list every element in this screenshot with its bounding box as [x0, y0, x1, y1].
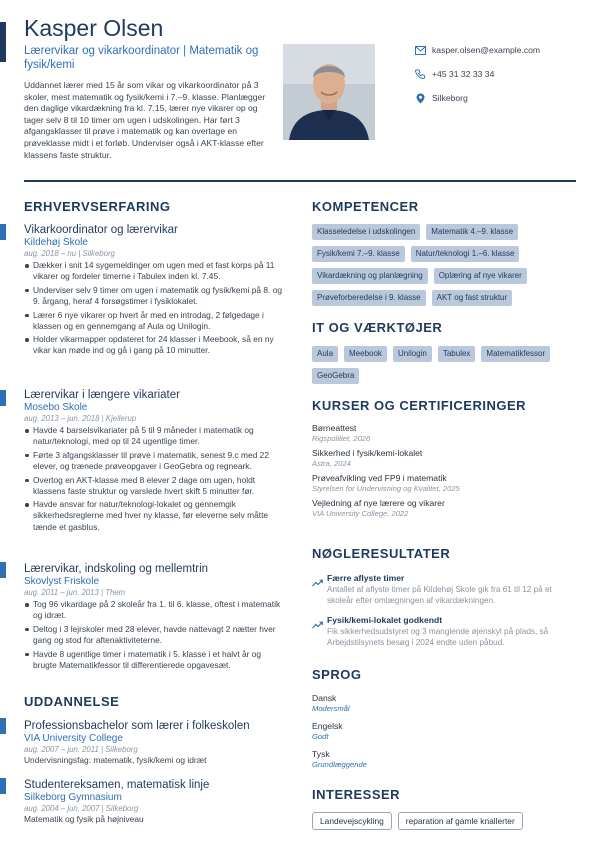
tool-chip: GeoGebra: [312, 368, 359, 384]
degree-title: Professionsbachelor som lærer i folkeskolen: [24, 720, 250, 732]
result-description: Fik sikkerhedsudstyret og 3 manglende øjenskyl på plads, så Arbejdstilsynets besøg i 2024 endte uden påbud.: [327, 627, 549, 647]
tool-chip: Unilogin: [393, 346, 432, 362]
phone-icon: [414, 68, 426, 80]
job-organization: Mosebo Skole: [24, 402, 88, 413]
map-pin-icon: [414, 92, 426, 104]
language-level: Godt: [312, 732, 329, 741]
job-bullet: Holder vikarmapper opdateret for 24 klasser i Meebook, så en ny vikar kan møde ind og gå i gang på 10 minutter.: [24, 334, 284, 356]
job-accent-bar: [0, 562, 6, 578]
trend-up-icon: [312, 573, 323, 606]
skills-list: [312, 224, 576, 312]
job-bullet: Førte 3 afgangsklasser til prøve i matematik, senest 9.c med 22 elever, og trænede prøveopgaver i GeoGebra og regneark.: [24, 450, 284, 472]
phone-text[interactable]: +45 31 32 33 34: [432, 69, 495, 79]
email-text[interactable]: kasper.olsen@example.com: [432, 45, 541, 55]
edu-accent-bar: [0, 718, 6, 734]
tools-list: [312, 346, 576, 390]
section-title-languages: SPROG: [312, 667, 362, 682]
job-title: Vikarkoordinator og lærervikar: [24, 224, 178, 236]
section-title-education: UDDANNELSE: [24, 694, 120, 709]
job-title: Lærervikar i længere vikariater: [24, 389, 180, 401]
tool-chip: Meebook: [344, 346, 387, 362]
school-name: Silkeborg Gymnasium: [24, 792, 122, 803]
job-bullet: Havde 8 ugentlige timer i matematik i 5. klasse i et halvt år og brugte Matematikfessor til differentierede opgavesæt.: [24, 649, 284, 671]
job-bullet: Tog 96 vikardage på 2 skoleår fra 1. til 6. klasse, oftest i matematik og idræt.: [24, 599, 284, 621]
course-meta: Styrelsen for Undervisning og Kvalitet, 2025: [312, 484, 460, 493]
result-title: Færre aflyste timer: [327, 573, 405, 583]
interest-tag: Landevejscykling: [312, 812, 392, 830]
profile-photo: [283, 44, 375, 140]
skill-chip: Natur/teknologi 1.–6. klasse: [411, 246, 520, 262]
tool-chip: Matematikfessor: [481, 346, 550, 362]
contact-email[interactable]: [414, 44, 594, 56]
job-meta: aug. 2013 – jun. 2018 | Kjellerup: [24, 414, 137, 423]
job-bullet: Overtog en AKT-klasse med 8 elever 2 dage om ugen, holdt klassens faste struktur og varslede hvert skift 5 minutter før.: [24, 475, 284, 497]
education-note: Undervisningsfag: matematik, fysik/kemi og idræt: [24, 755, 207, 765]
result-description: Antallet af aflyste timer på Kildehøj Skole gik fra 61 til 12 på et skoleår efter omlægningen af vikardækningen.: [327, 585, 552, 605]
section-title-interests: INTERESSER: [312, 787, 401, 802]
school-name: VIA University College: [24, 733, 123, 744]
header-divider: [24, 180, 576, 182]
experience-item: [24, 223, 284, 359]
education-note: Matematik og fysik på højniveau: [24, 814, 144, 824]
skill-chip: Fysik/kemi 7.–9. klasse: [312, 246, 405, 262]
result-item: [312, 615, 576, 648]
contact-info: [414, 44, 594, 116]
skill-chip: AKT og fast struktur: [432, 290, 513, 306]
result-title: Fysik/kemi-lokalet godkendt: [327, 615, 443, 625]
envelope-icon: [414, 44, 426, 56]
job-bullet: Underviser selv 9 timer om ugen i matematik og fysik/kemi på 8. og 9. årgang, heraf 4 forsøgstimer i fysiklokalet.: [24, 285, 284, 307]
skill-chip: Oplæring af nye vikarer: [434, 268, 527, 284]
contact-location: [414, 92, 594, 104]
interest-tag: reparation af gamle knallerter: [398, 812, 523, 830]
education-meta: aug. 2007 – jun. 2011 | Silkeborg: [24, 745, 138, 754]
job-accent-bar: [0, 224, 6, 240]
job-accent-bar: [0, 390, 6, 406]
section-title-skills: KOMPETENCER: [312, 199, 419, 214]
course-name: Børneattest: [312, 423, 357, 433]
section-title-tools: IT OG VÆRKTØJER: [312, 320, 443, 335]
job-bullet: Havde ansvar for natur/teknologi-lokalet og gennemgik sikkerhedsreglerne med hver ny klasse, før eleverne selv måtte tænde et gasblus.: [24, 499, 284, 532]
job-bullet: Deltog i 3 lejrskoler med 28 elever, havde nattevagt 2 nætter hver gang og stod for aftenaktiviteterne.: [24, 624, 284, 646]
language-level: Modersmål: [312, 704, 350, 713]
trend-up-icon: [312, 615, 323, 648]
headline: Lærervikar og vikarkoordinator | Matematik og fysik/kemi: [24, 45, 259, 71]
skill-chip: Matematik 4.–9. klasse: [426, 224, 518, 240]
skill-chip: Vikardækning og planlægning: [312, 268, 428, 284]
location-text: Silkeborg: [432, 93, 468, 103]
degree-title: Studentereksamen, matematisk linje: [24, 779, 210, 791]
job-title: Lærervikar, indskoling og mellemtrin: [24, 563, 209, 575]
experience-item: [24, 562, 284, 673]
header-accent-bar: [0, 22, 6, 62]
person-name: Kasper Olsen: [24, 15, 164, 41]
course-meta: Astra, 2024: [312, 459, 351, 468]
job-bullet: Lærer 6 nye vikarer op hvert år med en introdag, 2 følgedage i klassen og en gennemgang af Aula og Unilogin.: [24, 310, 284, 332]
job-bullet: Havde 4 barselsvikariater på 5 til 9 måneder i matematik og natur/teknologi, med op til 24 ugentlige timer.: [24, 425, 284, 447]
section-title-results: NØGLERESULTATER: [312, 546, 451, 561]
course-name: Sikkerhed i fysik/kemi-lokalet: [312, 448, 423, 458]
education-item: [24, 778, 284, 825]
skill-chip: Klasseledelse i udskolingen: [312, 224, 420, 240]
course-name: Vejledning af nye lærere og vikarer: [312, 498, 445, 508]
education-meta: aug. 2004 – jun. 2007 | Silkeborg: [24, 804, 139, 813]
profile-summary: Uddannet lærer med 15 år som vikar og vikarkoordinator på 3 skoler, mest matematik og fysik/kemi i 7.–9. klasse. Planlægger den daglige vikardækning fra kl. 7.15, lærer nye vikarer op og tager selv 8 til 10 timer om ugen i udskolingen. Har ført 3 afgangsklasser til prøve i matematik og kan overtage en prøveklasse midt i et forløb. Underviser også i AKT-klasse efter klassens faste struktur.: [24, 80, 266, 160]
resume-header: [24, 14, 274, 161]
language-name: Tysk: [312, 749, 330, 759]
interests-list: [312, 812, 529, 830]
language-name: Dansk: [312, 693, 337, 703]
courses-list: [312, 423, 576, 523]
job-bullet: Dækker i snit 14 sygemeldinger om ugen med et fast korps på 11 vikarer og fordeler timerne i Tabulex inden kl. 7.45.: [24, 260, 284, 282]
language-name: Engelsk: [312, 721, 343, 731]
contact-phone[interactable]: [414, 68, 594, 80]
course-name: Prøveafvikling ved FP9 i matematik: [312, 473, 447, 483]
job-meta: aug. 2011 – jun. 2013 | Them: [24, 588, 126, 597]
languages-list: [312, 693, 576, 770]
language-level: Grundlæggende: [312, 760, 367, 769]
experience-item: [24, 388, 284, 535]
tool-chip: Tabulex: [438, 346, 476, 362]
tool-chip: Aula: [312, 346, 338, 362]
course-meta: Rigspolitiet, 2026: [312, 434, 371, 443]
section-title-experience: ERHVERVSERFARING: [24, 199, 171, 214]
edu-accent-bar: [0, 778, 6, 794]
skill-chip: Prøveforberedelse i 9. klasse: [312, 290, 426, 306]
education-item: [24, 719, 284, 766]
course-meta: VIA University College, 2022: [312, 509, 409, 518]
job-organization: Kildehøj Skole: [24, 237, 88, 248]
result-item: [312, 573, 576, 606]
section-title-courses: KURSER OG CERTIFICERINGER: [312, 398, 527, 413]
job-meta: aug. 2018 – nu | Silkeborg: [24, 249, 115, 258]
job-organization: Skovlyst Friskole: [24, 576, 100, 587]
